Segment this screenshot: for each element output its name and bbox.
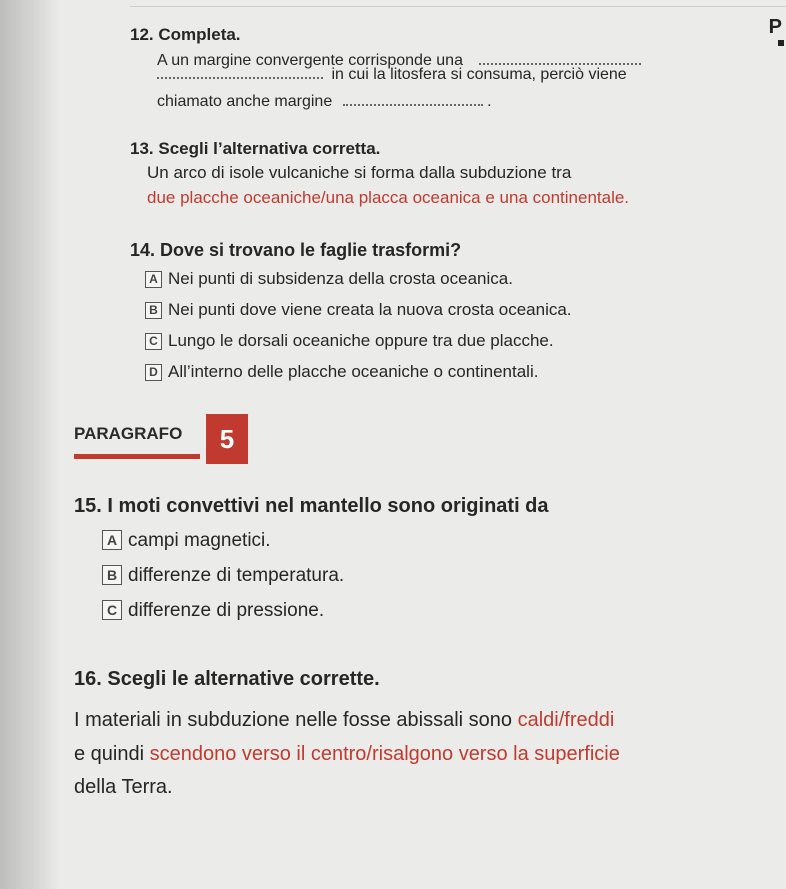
edge-mark	[778, 40, 784, 46]
q15-option-a[interactable]	[102, 530, 271, 552]
q13-title: 13. Scegli l’alternativa corretta.	[130, 139, 381, 158]
q16-choice-1[interactable]: caldi/freddi	[517, 709, 615, 731]
q14-option-c-box[interactable]: C	[145, 333, 162, 350]
q12-blank-3[interactable]	[343, 103, 483, 106]
q14-option-d-text: All’interno delle placche oceaniche o continentali.	[168, 362, 539, 381]
q15-option-a-box[interactable]: A	[102, 530, 122, 550]
q15-title: 15. I moti convettivi nel mantello sono originati da	[74, 495, 549, 517]
q16-line2-text: e quindi	[74, 743, 150, 765]
q16-line1-text: I materiali in subduzione nelle fosse abissali sono	[74, 709, 518, 731]
q14-option-c-text: Lungo le dorsali oceaniche oppure tra due placche.	[168, 331, 554, 350]
q16-line1	[74, 709, 614, 732]
q16-title: 16. Scegli le alternative corrette.	[74, 668, 380, 690]
q14-option-a-text: Nei punti di subsidenza della crosta oceanica.	[168, 269, 513, 288]
top-rule	[130, 6, 786, 7]
q14-option-b-box[interactable]: B	[145, 302, 162, 319]
q12-line3-text: chiamato anche margine	[157, 93, 333, 110]
q14-option-c[interactable]	[145, 331, 554, 351]
q16-line2	[74, 743, 620, 766]
q12-blank-1[interactable]	[479, 62, 641, 65]
q12-line2-text: in cui la litosfera si consuma, perciò viene	[331, 66, 627, 83]
q12-line2	[157, 66, 627, 84]
q14-option-d[interactable]	[145, 362, 538, 382]
section-underline	[74, 454, 200, 459]
q14-option-a-box[interactable]: A	[145, 271, 162, 288]
q15-option-b[interactable]	[102, 565, 344, 587]
q16-line3: della Terra.	[74, 776, 173, 798]
q15-option-c-text: differenze di pressione.	[128, 600, 325, 621]
q12-title: 12. Completa.	[130, 25, 241, 44]
q15-option-c[interactable]	[102, 600, 324, 622]
q12-period: .	[487, 93, 492, 110]
q13-choice-line[interactable]: due placche oceaniche/una placca oceanica e una continentale.	[147, 188, 630, 207]
q15-option-b-box[interactable]: B	[102, 565, 122, 585]
q14-option-b-text: Nei punti dove viene creata la nuova crosta oceanica.	[168, 300, 572, 319]
q13-line1: Un arco di isole vulcaniche si forma dalla subduzione tra	[147, 163, 572, 182]
q14-option-d-box[interactable]: D	[145, 364, 162, 381]
section-label: PARAGRAFO	[74, 424, 183, 443]
q12-blank-2[interactable]	[157, 76, 323, 79]
q15-option-c-box[interactable]: C	[102, 600, 122, 620]
page-shadow	[0, 0, 60, 889]
q14-option-b[interactable]	[145, 300, 572, 320]
edge-letter: P	[768, 16, 782, 38]
section-number: 5	[206, 414, 248, 464]
q15-option-a-text: campi magnetici.	[128, 530, 271, 551]
q15-option-b-text: differenze di temperatura.	[128, 565, 345, 586]
q12-line3	[157, 93, 492, 111]
q14-title: 14. Dove si trovano le faglie trasformi?	[130, 240, 462, 260]
q16-choice-2[interactable]: scendono verso il centro/risalgono verso la superficie	[149, 743, 620, 765]
q12-line1-text: A un margine convergente corrisponde una	[157, 52, 463, 69]
q14-option-a[interactable]	[145, 269, 513, 289]
